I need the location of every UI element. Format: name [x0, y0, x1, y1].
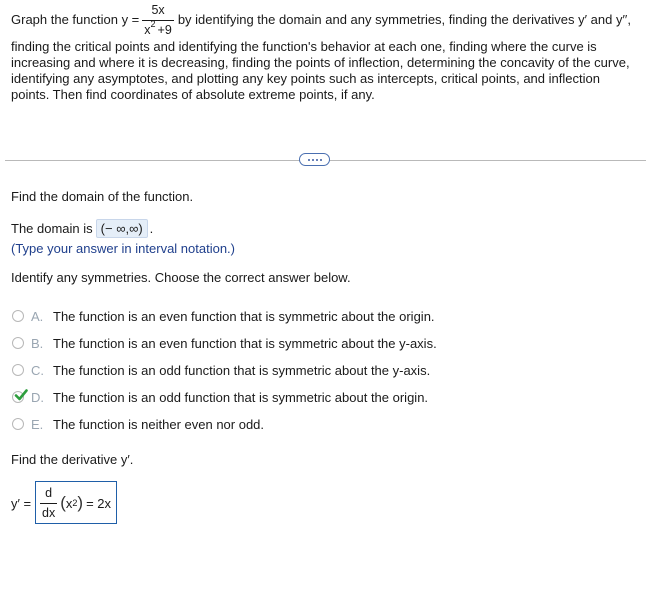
- more-button[interactable]: [299, 153, 330, 166]
- derivative-answer-field[interactable]: [35, 481, 117, 524]
- domain-prompt: Find the domain of the function.: [11, 189, 194, 204]
- paren-open: (: [60, 493, 66, 512]
- den-exponent: 2: [150, 18, 156, 29]
- function-fraction: [142, 4, 174, 36]
- option-d[interactable]: [12, 388, 428, 406]
- radio-button[interactable]: [12, 310, 24, 322]
- option-c[interactable]: [12, 361, 430, 379]
- radio-button[interactable]: [12, 337, 24, 349]
- option-text: The function is an even function that is symmetric about the y-axis.: [53, 335, 437, 351]
- ellipsis-icon: [308, 159, 310, 161]
- den-base: x: [144, 22, 151, 37]
- radio-button[interactable]: [12, 418, 24, 430]
- domain-answer-line: [11, 219, 153, 238]
- problem-rest: finding the critical points and identifying the function's behavior at each one, finding where the curve is increasing and where it is decreasing, finding the points of inflection, determining the concavity of the curve, identifying any asymptotes, and plotting any key points such as intercepts, critical points, and inflection points. Then find coordinates of absolute extreme points, if any.: [11, 39, 630, 102]
- d-numerator: d: [45, 486, 53, 500]
- function-numerator: 5x: [151, 3, 165, 17]
- option-letter: D.: [31, 389, 44, 405]
- ellipsis-icon: [320, 159, 322, 161]
- option-letter: C.: [31, 362, 44, 378]
- option-letter: E.: [31, 416, 44, 432]
- derivative-prompt: Find the derivative y′.: [11, 452, 134, 467]
- derivative-lhs: y′ =: [11, 496, 32, 511]
- function-denominator: [142, 20, 174, 37]
- option-text: The function is an odd function that is symmetric about the origin.: [53, 389, 429, 405]
- option-text: The function is an odd function that is symmetric about the y-axis.: [53, 362, 431, 378]
- den-tail: +9: [157, 22, 172, 37]
- radio-button-selected[interactable]: [12, 391, 24, 403]
- ellipsis-icon: [312, 159, 314, 161]
- d-dx-fraction: [40, 487, 57, 519]
- domain-answer-prefix: The domain is: [11, 221, 93, 236]
- derivative-expression: $\frac{d}{dx}$ ( x 2 ) = 2x: [42, 486, 111, 520]
- option-e[interactable]: [12, 415, 264, 433]
- symmetry-prompt: Identify any symmetries. Choose the correct answer below.: [11, 270, 351, 285]
- derivative-result: = 2x: [86, 495, 111, 511]
- problem-prefix: Graph the function y =: [11, 12, 140, 27]
- option-text: The function is neither even nor odd.: [53, 416, 265, 432]
- radio-button[interactable]: [12, 364, 24, 376]
- domain-hint: (Type your answer in interval notation.): [11, 241, 235, 256]
- problem-statement: [11, 4, 641, 103]
- ellipsis-icon: [316, 159, 318, 161]
- option-text: The function is an even function that is symmetric about the origin.: [53, 308, 435, 324]
- domain-answer-suffix: .: [149, 221, 154, 236]
- option-a[interactable]: [12, 307, 435, 325]
- paren-close: ): [77, 493, 84, 512]
- checkmark-icon: [14, 388, 28, 402]
- dx-denominator: dx: [40, 503, 57, 520]
- option-letter: B.: [31, 335, 44, 351]
- option-letter: A.: [31, 308, 44, 324]
- domain-answer-field[interactable]: (− ∞,∞): [96, 219, 148, 238]
- option-b[interactable]: [12, 334, 437, 352]
- problem-first-line: [11, 4, 641, 36]
- base: x: [65, 495, 73, 511]
- problem-suffix: by identifying the domain and any symmetries, finding the derivatives y′ and y′′,: [177, 12, 631, 27]
